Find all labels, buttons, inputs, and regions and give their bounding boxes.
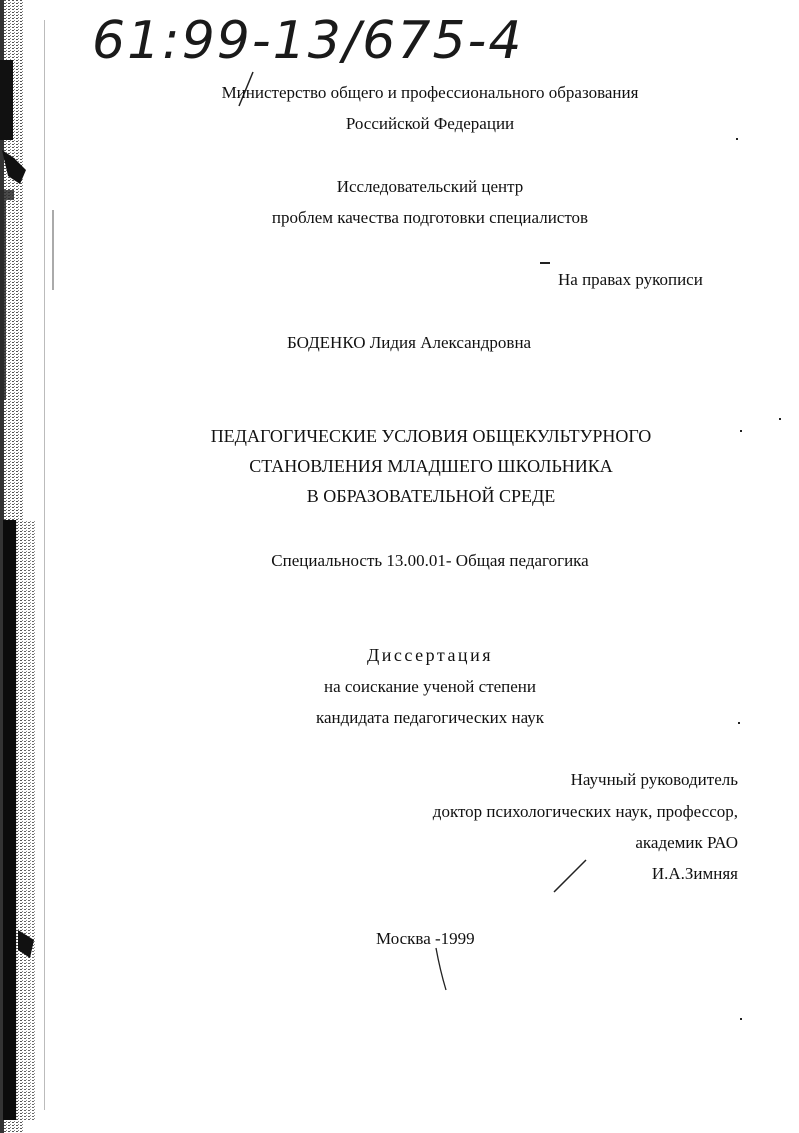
author-name	[287, 333, 531, 353]
work-type-line-2: на соискание ученой степени	[323, 677, 537, 696]
dash-mark	[540, 262, 550, 264]
ministry-line-1: Министерство общего и профессионального образования	[221, 83, 639, 102]
author-surname: БОДЕНКО	[287, 333, 366, 352]
title-line-2: СТАНОВЛЕНИЯ МЛАДШЕГО ШКОЛЬНИКА	[249, 456, 613, 476]
speck	[738, 722, 740, 724]
speck	[779, 418, 781, 420]
title-line-1: ПЕДАГОГИЧЕСКИЕ УСЛОВИЯ ОБЩЕКУЛЬТУРНОГО	[210, 426, 652, 446]
ministry-line-2: Российской Федерации	[345, 114, 515, 133]
specialty: Специальность 13.00.01- Общая педагогика	[271, 551, 589, 570]
speck	[740, 430, 742, 432]
institution-line-1: Исследовательский центр	[336, 177, 524, 196]
svg-text:61:99-13/675-4: 61:99-13/675-4	[92, 11, 524, 71]
pen-stroke-mark	[550, 858, 590, 894]
handwritten-archive-number	[92, 2, 572, 82]
work-type-line-3: кандидата педагогических наук	[315, 708, 545, 727]
supervisor-degree: доктор психологических наук, профессор,	[432, 802, 738, 821]
title-line-3: В ОБРАЗОВАТЕЛЬНОЙ СРЕДЕ	[306, 486, 556, 506]
pen-stroke-mark	[434, 946, 450, 992]
work-type-label: Диссертация	[367, 645, 493, 665]
place-and-year: Москва -1999	[376, 929, 475, 948]
speck	[740, 1018, 742, 1020]
author-given-names: Лидия Александровна	[369, 333, 532, 352]
manuscript-note: На правах рукописи	[558, 270, 703, 289]
speck	[736, 138, 738, 140]
institution-line-2: проблем качества подготовки специалистов	[271, 208, 589, 227]
supervisor-rank: академик РАО	[635, 833, 738, 852]
supervisor-heading: Научный руководитель	[570, 770, 738, 789]
supervisor-name: И.А.Зимняя	[651, 864, 738, 883]
